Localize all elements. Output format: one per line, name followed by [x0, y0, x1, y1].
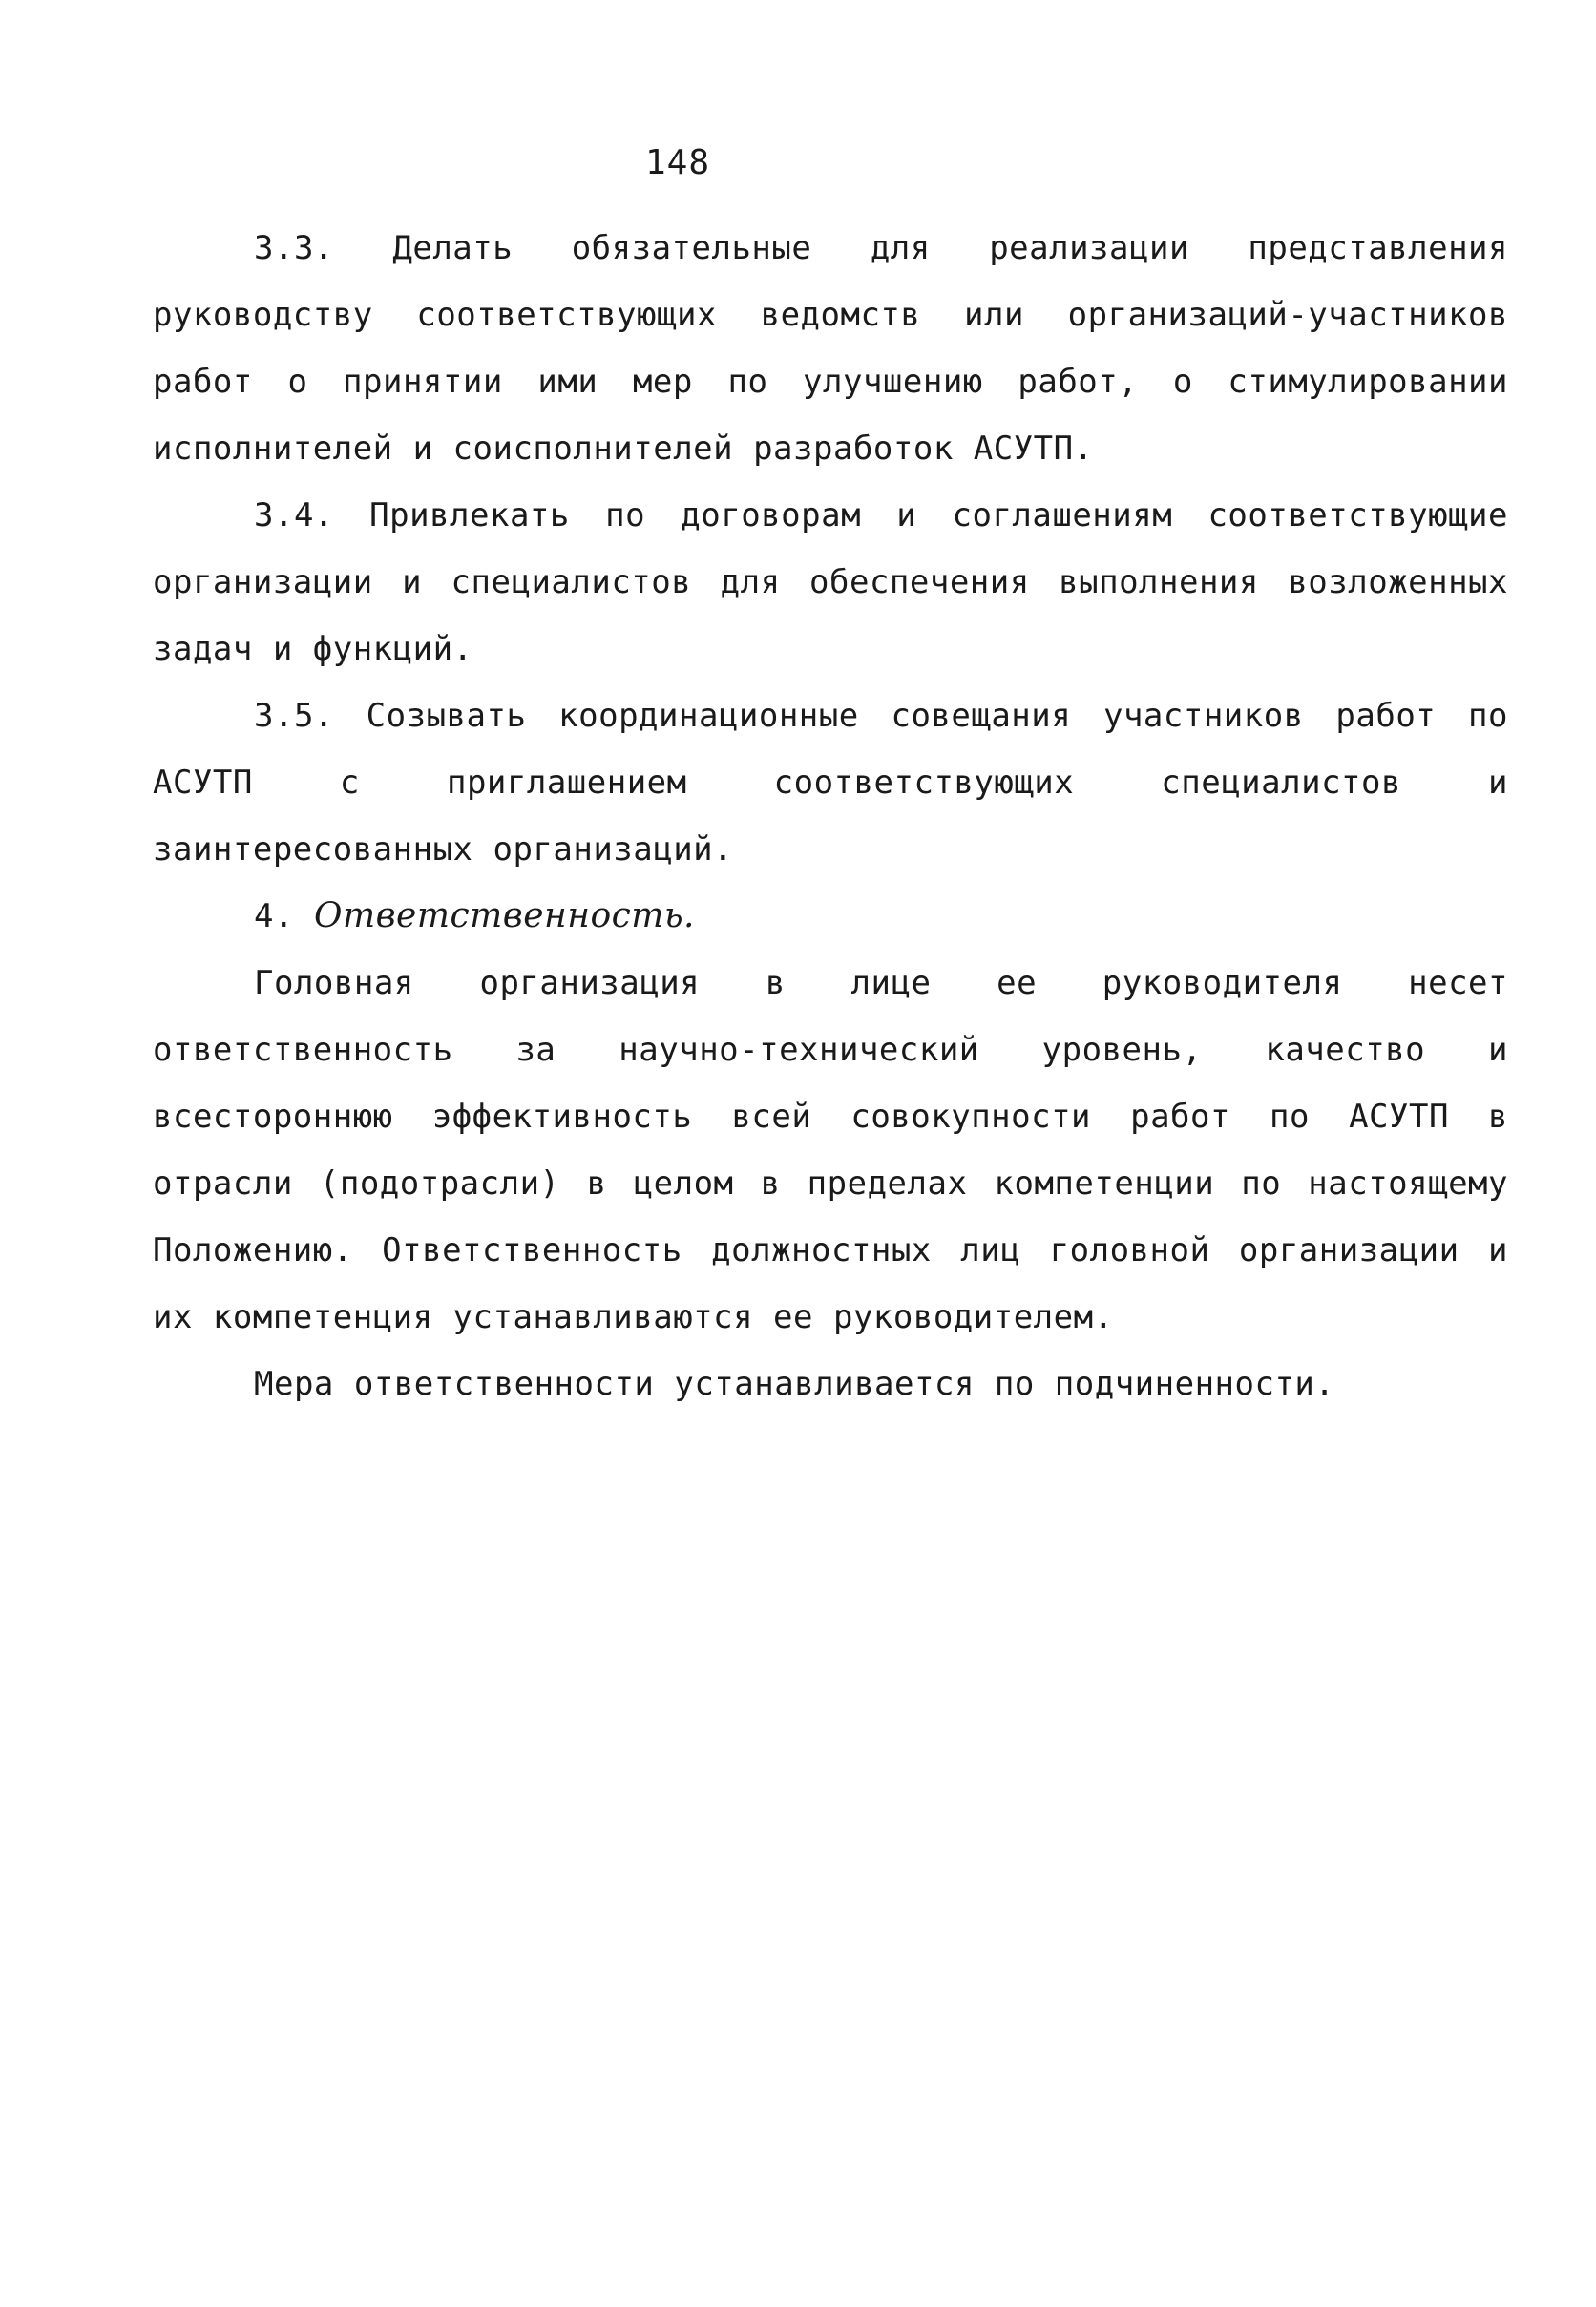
paragraph-3-3	[153, 215, 1508, 482]
paragraph-3-4	[153, 482, 1508, 682]
paragraph-measure: Мера ответственности устанавливается по подчиненности.	[254, 1365, 1335, 1403]
paragraph-text: Созывать координационные совещания участников работ по АСУТП с приглашением соответствующих специалистов и заинтересованных организаций.	[153, 697, 1508, 869]
paragraph-number: 3.5.	[254, 697, 334, 735]
section-number: 4.	[254, 897, 294, 935]
paragraph-3-5	[153, 682, 1508, 883]
paragraph-responsibility: Головная организация в лице ее руководителя несет ответственность за научно-технический уровень, качество и всестороннюю эффективность всей совокупности работ по АСУТП в отрасли (подотрасли) в целом в пределах компетенции по настоящему Положению. Ответственность должностных лиц головной организации и их компетенция устанавливаются ее руководителем.	[153, 964, 1508, 1336]
paragraph-number: 3.3.	[254, 229, 334, 267]
document-body	[153, 215, 1508, 1417]
paragraph-text: Привлекать по договорам и соглашениям соответствующие организации и специалистов для обеспечения выполнения возложенных задач и функций.	[153, 496, 1508, 668]
section-heading	[153, 883, 1508, 950]
page-number: 148	[644, 143, 711, 182]
paragraph-number: 3.4.	[254, 496, 334, 535]
section-title: Ответственность.	[313, 896, 695, 935]
paragraph-text: Делать обязательные для реализации представления руководству соответствующих ведомств или организаций-участников работ о принятии ими мер по улучшению работ, о стимулировании исполнителей и соисполнителей разработок АСУТП.	[153, 229, 1508, 468]
